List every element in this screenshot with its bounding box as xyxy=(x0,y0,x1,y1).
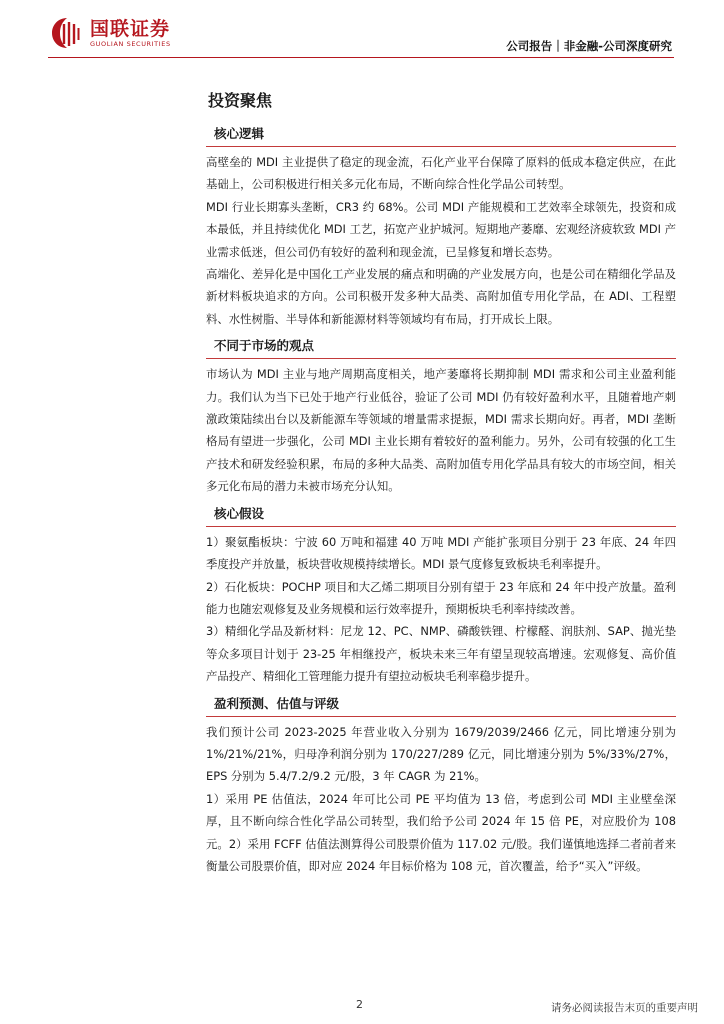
page-number: 2 xyxy=(356,998,363,1011)
section-heading: 盈利预测、估值与评级 xyxy=(206,692,676,717)
logo-text-en: GUOLIAN SECURITIES xyxy=(90,39,171,48)
paragraph: 1）采用 PE 估值法，2024 年可比公司 PE 平均值为 13 倍，考虑到公司 MDI 主业壁垒深厚，且不断向综合性化学品公司转型，我们给予公司 2024 年 15 倍 PE，对应股价为 108 元。2）采用 FCFF 估值法测算得公司股票价值为 117.02 元/股。我们谨慎地选择二者前者来衡量公司股票价值，即对应 2024 年目标价格为 108 元，首次覆盖，给予“买入”评级。 xyxy=(206,791,676,873)
footer-disclaimer: 请务必阅读报告末页的重要声明 xyxy=(551,1002,698,1014)
logo-text-cn: 国联证券 xyxy=(90,17,171,40)
section-heading: 不同于市场的观点 xyxy=(206,334,676,359)
paragraph: 高壁垒的 MDI 主业提供了稳定的现金流，石化产业平台保障了原料的低成本稳定供应，在此基础上，公司积极进行相关多元化布局，不断向综合性化学品公司转型。 xyxy=(206,155,676,192)
paragraph: 市场认为 MDI 主业与地产周期高度相关，地产萎靡将长期抑制 MDI 需求和公司主业盈利能力。我们认为当下已处于地产行业低谷，验证了公司 MDI 仍有较好盈利水平，且随着地产刺激政策陆续出台以及新能源车等领域的增量需求提振，MDI 需求长期向好。再者，MDI 垄断格局有望进一步强化，公司 MDI 主业长期有着较好的盈利能力。另外，公司有较强的化工生产技术和研发经验积累，布局的多种大品类、高附加值专用化学品具有较大的市场空间，相关多元化布局的潜力未被市场充分认知。 xyxy=(206,367,676,494)
page-header xyxy=(0,0,724,60)
paragraph: MDI 行业长期寡头垄断，CR3 约 68%。公司 MDI 产能规模和工艺效率全球领先，投资和成本最低，并且持续优化 MDI 工艺，拓宽产业护城河。短期地产萎靡、宏观经济疲软致 MDI 产业需求低迷，但公司仍有较好的盈利和现金流，已呈修复和增长态势。 xyxy=(206,199,676,259)
page-title: 投资聚焦 xyxy=(208,91,273,110)
section-forecast-valuation xyxy=(206,692,676,878)
paragraph: 高端化、差异化是中国化工产业发展的痛点和明确的产业发展方向，也是公司在精细化学品及新材料板块追求的方向。公司积极开发多种大品类、高附加值专用化学品，在 ADI、工程塑料、水性树脂、半导体和新能源材料等领域均有布局，打开成长上限。 xyxy=(206,267,676,326)
guolian-logo xyxy=(50,16,171,50)
section-core-assumptions xyxy=(206,502,676,688)
section-differentiated-view xyxy=(206,334,676,497)
guolian-logo-icon xyxy=(50,16,84,50)
paragraph: 我们预计公司 2023-2025 年营业收入分别为 1679/2039/2466 亿元，同比增速分别为 1%/21%/21%，归母净利润分别为 170/227/289 亿元，同比增速分别为 5%/33%/27%，EPS 分别为 5.4/7.2/9.2 元/股，3 年 CAGR 为 21%。 xyxy=(206,724,676,784)
section-heading: 核心假设 xyxy=(206,502,676,527)
report-type-label: 公司报告｜非金融-公司深度研究 xyxy=(506,39,672,53)
section-heading: 核心逻辑 xyxy=(206,122,676,147)
section-core-logic xyxy=(206,122,676,330)
main-content xyxy=(206,88,676,879)
paragraph: 1）聚氨酯板块：宁波 60 万吨和福建 40 万吨 MDI 产能扩张项目分别于 23 年底、24 年四季度投产并放量，板块营收规模持续增长。MDI 景气度修复致板块毛利率提升。 xyxy=(206,534,676,572)
paragraph: 3）精细化学品及新材料：尼龙 12、PC、NMP、磷酸铁锂、柠檬醛、润肤剂、SAP、抛光垫等众多项目计划于 23-25 年相继投产，板块未来三年有望呈现较高增速。宏观修复、高价值产品投产、精细化工管理能力提升有望拉动板块毛利率稳步提升。 xyxy=(206,624,676,684)
paragraph: 2）石化板块：POCHP 项目和大乙烯二期项目分别有望于 23 年底和 24 年中投产放量。盈利能力也随宏观修复及业务规模和运行效率提升，预期板块毛利率持续改善。 xyxy=(206,579,676,616)
header-divider xyxy=(48,57,674,58)
